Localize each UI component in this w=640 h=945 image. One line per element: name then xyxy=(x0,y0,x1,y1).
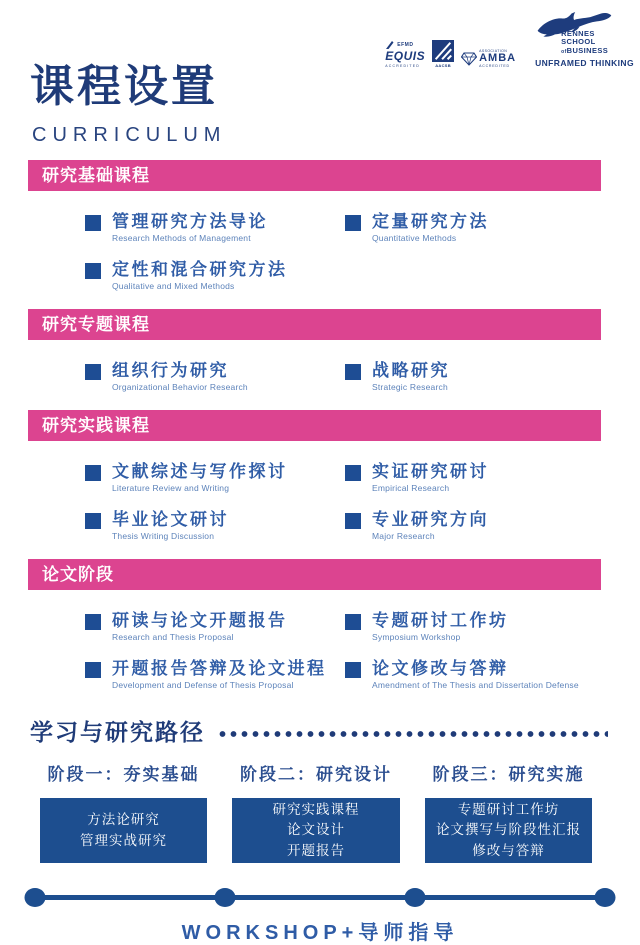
course-title-zh: 实证研究研讨 xyxy=(372,462,489,481)
square-bullet-icon xyxy=(345,513,361,529)
stage-3-box xyxy=(425,798,592,863)
amba-association-label: ASSOCIATION xyxy=(479,49,508,53)
header-logos xyxy=(385,12,634,68)
course-title-zh: 战略研究 xyxy=(372,361,450,380)
course-item xyxy=(345,212,640,242)
stage-2-label: 阶段二：研究设计 xyxy=(240,765,392,784)
course-title-en: Research and Thesis Proposal xyxy=(112,632,234,642)
course-item xyxy=(345,462,640,492)
stage-box-line: 开题报告 xyxy=(287,842,345,858)
stage-box-line: 修改与答辩 xyxy=(472,842,545,858)
rennes-line1: RENNES xyxy=(561,29,595,38)
pathway-header xyxy=(30,714,608,747)
course-item xyxy=(85,659,345,689)
course-title-zh: 组织行为研究 xyxy=(112,361,229,380)
pathway-timeline xyxy=(35,888,605,907)
course-title-zh: 定量研究方法 xyxy=(372,212,489,231)
amba-label: AMBA xyxy=(479,52,517,64)
course-item xyxy=(85,611,345,641)
title-block xyxy=(30,50,226,147)
square-bullet-icon xyxy=(85,364,101,380)
course-title-en: Empirical Research xyxy=(372,483,450,493)
square-bullet-icon xyxy=(345,364,361,380)
square-bullet-icon xyxy=(345,465,361,481)
page-subtitle: CURRICULUM xyxy=(32,124,227,146)
course-title-zh: 论文修改与答辩 xyxy=(372,659,509,678)
workshop-label: WORKSHOP+导师指导 xyxy=(181,922,459,944)
square-bullet-icon xyxy=(345,662,361,678)
course-title-zh: 研读与论文开题报告 xyxy=(112,611,288,630)
section-banner-research-topics: 研究专题课程 xyxy=(28,309,601,340)
rennes-name xyxy=(561,30,634,55)
section-courses xyxy=(0,462,640,540)
rennes-line3 xyxy=(561,47,634,56)
square-bullet-icon xyxy=(85,465,101,481)
square-bullet-icon xyxy=(85,513,101,529)
rennes-business: BUSINESS xyxy=(566,45,609,55)
rennes-line2: SCHOOL xyxy=(561,37,596,47)
course-title-zh: 文献综述与写作探讨 xyxy=(112,462,288,481)
stage-box-line: 专题研讨工作坊 xyxy=(457,802,560,818)
aacsb-square-icon xyxy=(432,40,454,62)
amba-diamond-icon xyxy=(461,52,477,66)
square-bullet-icon xyxy=(85,215,101,231)
course-title-en: Thesis Writing Discussion xyxy=(112,531,215,541)
square-bullet-icon xyxy=(85,662,101,678)
section-courses xyxy=(0,361,640,391)
stage-2-box xyxy=(232,798,400,863)
stage-2 xyxy=(232,760,400,863)
course-title-zh: 定性和混合研究方法 xyxy=(112,260,288,279)
timeline-dot xyxy=(595,888,616,907)
equis-accredited-label: ACCREDITED xyxy=(385,64,421,68)
section-banner-thesis-stage: 论文阶段 xyxy=(28,559,601,590)
course-title-en: Organizational Behavior Research xyxy=(112,382,248,392)
course-item xyxy=(85,361,345,391)
course-title-en: Quantitative Methods xyxy=(372,233,457,243)
stage-box-line: 研究实践课程 xyxy=(272,802,360,818)
course-title-en: Qualitative and Mixed Methods xyxy=(112,281,235,291)
equis-accreditation-logo xyxy=(385,41,425,68)
course-title-zh: 开题报告答辩及论文进程 xyxy=(112,659,327,678)
timeline-dot xyxy=(405,888,426,907)
stage-1-box xyxy=(40,798,207,863)
empty-cell xyxy=(345,260,640,290)
course-item xyxy=(85,462,345,492)
square-bullet-icon xyxy=(85,614,101,630)
equis-label: EQUIS xyxy=(385,49,426,63)
course-title-en: Strategic Research xyxy=(372,382,448,392)
section-courses xyxy=(0,611,640,689)
square-bullet-icon xyxy=(85,263,101,279)
aacsb-label: AACSB xyxy=(435,63,451,68)
section-banner-research-foundation: 研究基础课程 xyxy=(28,160,601,191)
timeline-line xyxy=(35,895,605,900)
course-title-zh: 毕业论文研讨 xyxy=(112,510,229,529)
course-title-en: Development and Defense of Thesis Proposal xyxy=(112,680,294,690)
stage-box-line: 管理实战研究 xyxy=(80,832,167,848)
aacsb-accreditation-logo xyxy=(432,40,454,68)
rennes-tagline: UNFRAMED THINKING xyxy=(535,58,634,68)
efmd-label: EFMD xyxy=(397,42,414,48)
course-item xyxy=(345,510,640,540)
square-bullet-icon xyxy=(345,614,361,630)
stage-box-line: 论文设计 xyxy=(287,822,345,838)
course-item xyxy=(85,212,345,242)
course-item xyxy=(345,361,640,391)
dotted-line-divider xyxy=(217,730,608,738)
course-title-en: Literature Review and Writing xyxy=(112,483,230,493)
course-title-en: Research Methods of Management xyxy=(112,233,251,243)
course-title-zh: 专业研究方向 xyxy=(372,510,489,529)
section-courses xyxy=(0,212,640,290)
stage-1 xyxy=(40,760,207,863)
pathway-title: 学习与研究路径 xyxy=(30,719,205,745)
stage-3 xyxy=(425,760,592,863)
pathway-stages xyxy=(40,760,640,863)
timeline-dot xyxy=(214,888,235,907)
course-item xyxy=(345,611,640,641)
stage-3-label: 阶段三：研究实施 xyxy=(432,765,585,784)
learning-pathway-section xyxy=(0,714,640,945)
rennes-school-logo xyxy=(535,12,634,68)
stage-box-line: 方法论研究 xyxy=(87,812,160,828)
amba-accreditation-logo xyxy=(461,49,516,68)
course-title-zh: 专题研讨工作坊 xyxy=(372,611,509,630)
course-item xyxy=(85,260,345,290)
course-title-en: Amendment of The Thesis and Dissertation Defense xyxy=(372,680,579,690)
course-title-en: Major Research xyxy=(372,531,435,541)
stage-1-label: 阶段一：夯实基础 xyxy=(47,765,200,784)
rennes-of: of xyxy=(561,48,567,55)
section-banner-research-practice: 研究实践课程 xyxy=(28,410,601,441)
course-title-en: Symposium Workshop xyxy=(372,632,461,642)
amba-accredited-label: ACCREDITED xyxy=(479,64,510,68)
course-item xyxy=(345,659,640,689)
course-title-zh: 管理研究方法导论 xyxy=(112,212,268,231)
page-title: 课程设置 xyxy=(30,62,218,111)
curriculum-sections xyxy=(0,160,640,708)
square-bullet-icon xyxy=(345,215,361,231)
course-item xyxy=(85,510,345,540)
timeline-dot xyxy=(25,888,46,907)
efmd-figure-icon xyxy=(385,41,395,49)
stage-box-line: 论文撰写与阶段性汇报 xyxy=(436,822,581,838)
